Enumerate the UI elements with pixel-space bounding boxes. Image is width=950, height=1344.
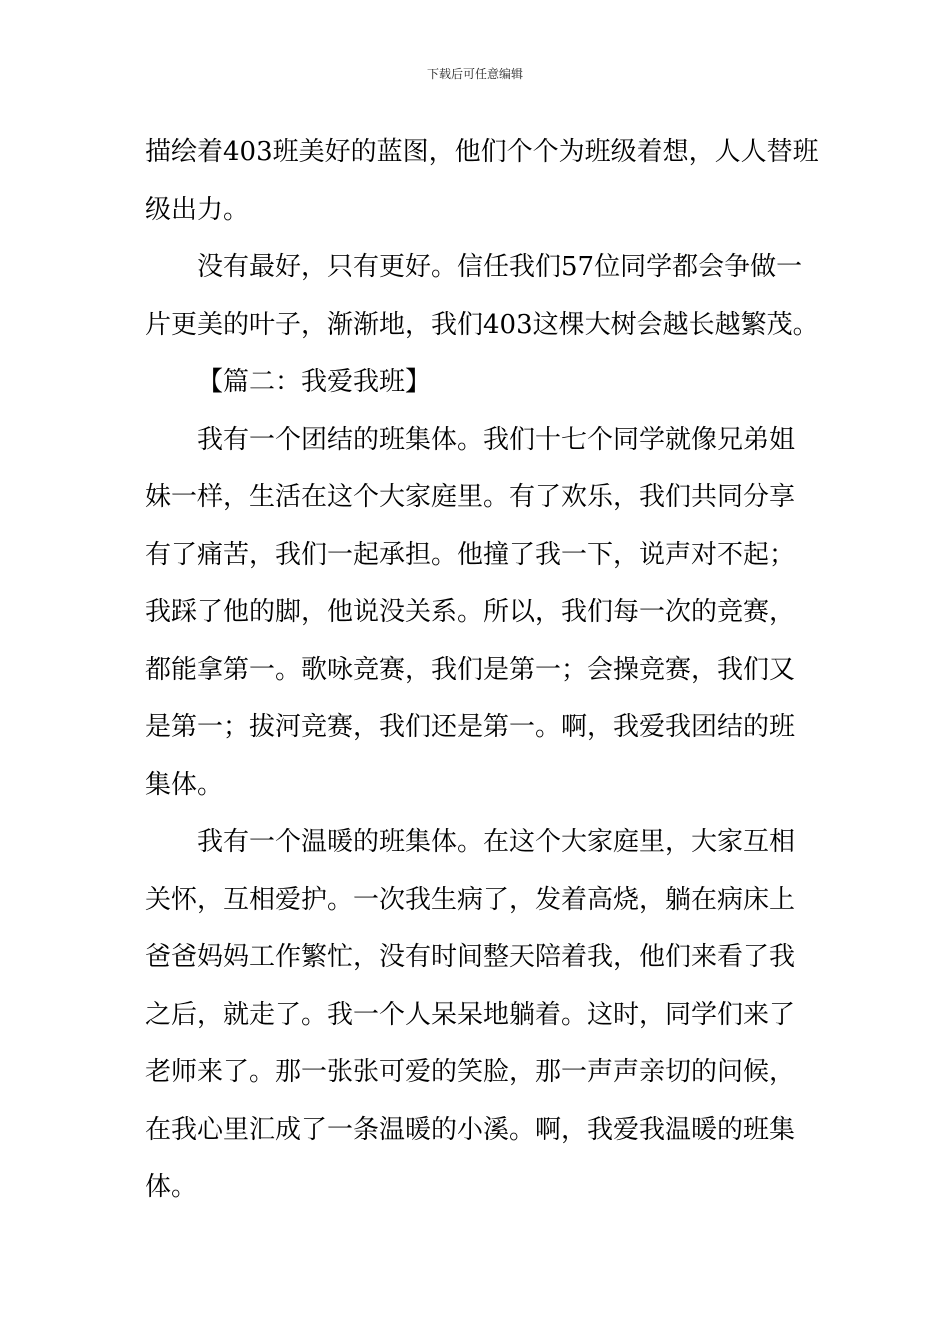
- text-line: 描绘着403班美好的蓝图，他们个个为班级着想，人人替班: [145, 137, 819, 167]
- text-line: 我踩了他的脚，他说没关系。所以，我们每一次的竞赛，: [145, 597, 796, 627]
- text-line: 之后，就走了。我一个人呆呆地躺着。这时，同学们来了: [145, 999, 796, 1030]
- document-body: [145, 124, 819, 1217]
- text-line: 体。: [145, 1172, 198, 1202]
- text-line: 老师来了。那一张张可爱的笑脸，那一声声亲切的问候，: [145, 1057, 796, 1087]
- text-line: 是第一；拔河竞赛，我们还是第一。啊，我爱我团结的班: [145, 712, 796, 742]
- text-line: 片更美的叶子，渐渐地，我们403这棵大树会越长越繁茂。: [145, 309, 819, 340]
- text-line: 有了痛苦，我们一起承担。他撞了我一下，说声对不起；: [145, 539, 796, 570]
- paragraph-first-line: 我有一个团结的班集体。我们十七个同学就像兄弟姐: [197, 424, 796, 455]
- text-line: 在我心里汇成了一条温暖的小溪。啊，我爱我温暖的班集: [145, 1114, 796, 1145]
- text-line: 集体。: [145, 769, 224, 800]
- section-heading: 【篇二：我爱我班】: [197, 367, 432, 397]
- text-line: 爸爸妈妈工作繁忙，没有时间整天陪着我，他们来看了我: [145, 942, 796, 972]
- text-line: 都能拿第一。歌咏竞赛，我们是第一；会操竞赛，我们又: [145, 654, 796, 685]
- paragraph-first-line: 我有一个温暖的班集体。在这个大家庭里，大家互相: [197, 827, 796, 857]
- header-note: 下载后可任意编辑: [426, 67, 523, 81]
- paragraph-first-line: 没有最好，只有更好。信任我们57位同学都会争做一: [197, 252, 803, 282]
- text-line: 妹一样，生活在这个大家庭里。有了欢乐，我们共同分享: [145, 482, 796, 512]
- text-line: 关怀，互相爱护。一次我生病了，发着高烧，躺在病床上: [145, 884, 796, 915]
- text-line: 级出力。: [145, 194, 250, 225]
